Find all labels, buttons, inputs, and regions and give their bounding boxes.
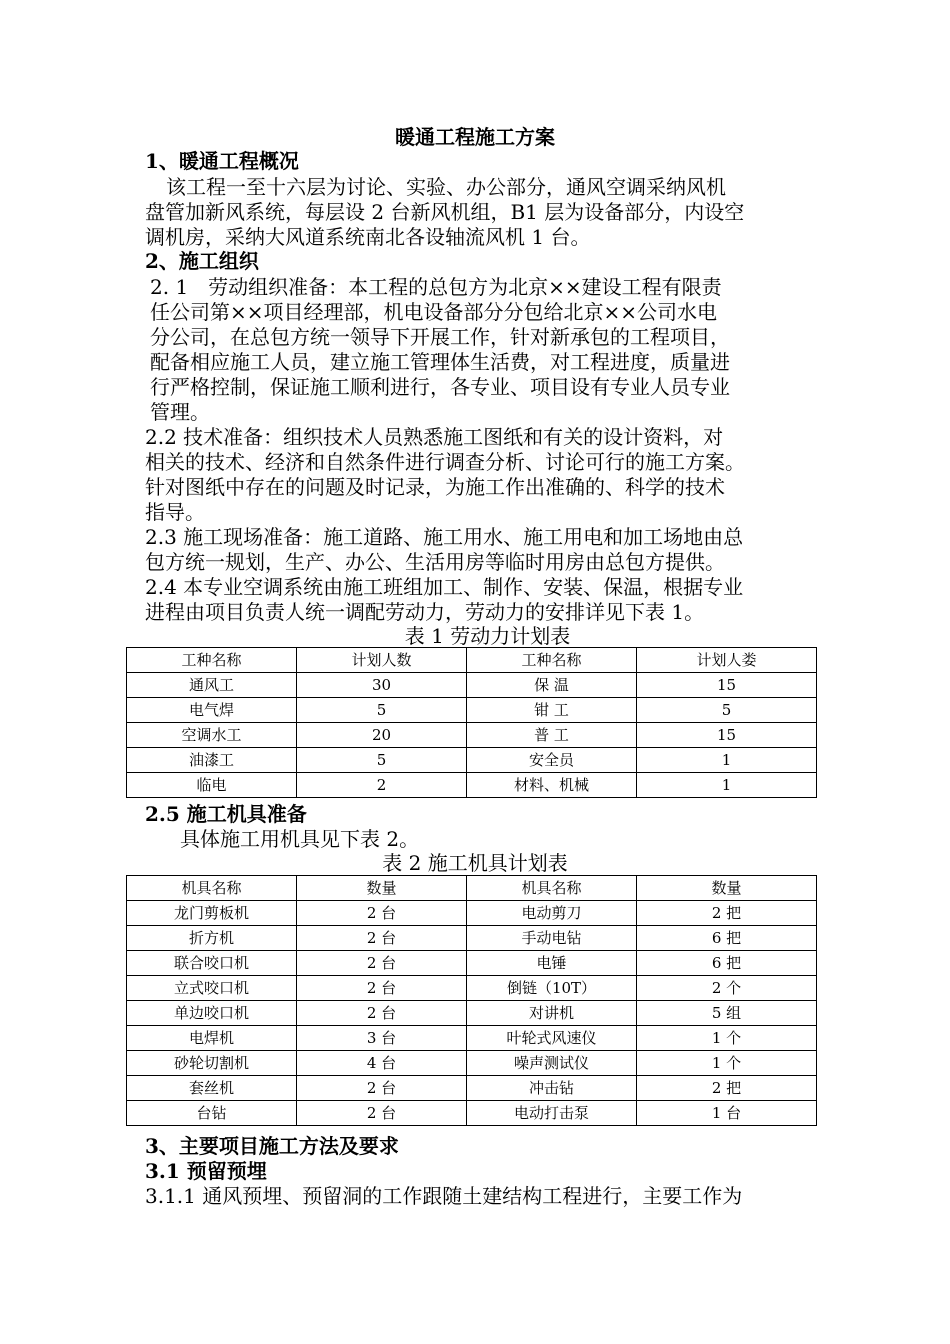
section-3-heading: 3、主要项目施工方法及要求 xyxy=(145,1134,399,1158)
table-cell: 倒链（10T） xyxy=(467,976,637,1001)
section-2-3-line: 2.3 施工现场准备：施工道路、施工用水、施工用电和加工场地由总 xyxy=(145,525,744,549)
table-cell: 单边咬口机 xyxy=(127,1001,297,1026)
table-cell: 2 把 xyxy=(637,901,817,926)
table-cell: 通风工 xyxy=(127,673,297,698)
table-cell: 2 台 xyxy=(297,901,467,926)
table-cell: 普 工 xyxy=(467,723,637,748)
section-2-1-line: 分公司，在总包方统一领导下开展工作，针对新承包的工程项目， xyxy=(150,325,730,349)
table-row xyxy=(127,698,817,723)
section-2-2-line: 2.2 技术准备：组织技术人员熟悉施工图纸和有关的设计资料，对 xyxy=(145,425,724,449)
table-cell: 折方机 xyxy=(127,926,297,951)
section-2-2-line: 相关的技术、经济和自然条件进行调查分析、讨论可行的施工方案。 xyxy=(145,450,745,474)
table-cell: 电动打击泵 xyxy=(467,1101,637,1126)
document-title: 暖通工程施工方案 xyxy=(395,125,555,149)
table-cell: 1 个 xyxy=(637,1051,817,1076)
table-cell: 15 xyxy=(637,723,817,748)
table-row xyxy=(127,901,817,926)
table-row xyxy=(127,951,817,976)
table-cell: 1 xyxy=(637,773,817,798)
section-2-1-line: 行严格控制，保证施工顺利进行，各专业、项目设有专业人员专业 xyxy=(150,375,730,399)
table-row xyxy=(127,1101,817,1126)
table-cell: 材料、机械 xyxy=(467,773,637,798)
table-row xyxy=(127,673,817,698)
table-cell: 临电 xyxy=(127,773,297,798)
table-cell: 4 台 xyxy=(297,1051,467,1076)
table-row xyxy=(127,1026,817,1051)
table-cell: 套丝机 xyxy=(127,1076,297,1101)
table-header-cell: 数量 xyxy=(637,876,817,901)
table-row xyxy=(127,773,817,798)
section-2-4-line: 进程由项目负责人统一调配劳动力，劳动力的安排详见下表 1。 xyxy=(145,600,705,624)
table-1-caption: 表 1 劳动力计划表 xyxy=(404,624,571,648)
table-2-caption: 表 2 施工机具计划表 xyxy=(382,851,568,875)
table-cell: 立式咬口机 xyxy=(127,976,297,1001)
table-cell: 对讲机 xyxy=(467,1001,637,1026)
table-header-cell: 工种名称 xyxy=(467,648,637,673)
table-cell: 2 台 xyxy=(297,1001,467,1026)
section-2-2-line: 指导。 xyxy=(145,500,205,524)
table-row xyxy=(127,748,817,773)
section-2-1-line: 配备相应施工人员，建立施工管理体生活费，对工程进度，质量进 xyxy=(150,350,730,374)
table-cell: 1 个 xyxy=(637,1026,817,1051)
table-cell: 2 台 xyxy=(297,1101,467,1126)
section-2-4-line: 2.4 本专业空调系统由施工班组加工、制作、安装、保温，根据专业 xyxy=(145,575,744,599)
table-header-row xyxy=(127,876,817,901)
table-cell: 叶轮式风速仪 xyxy=(467,1026,637,1051)
section-2-5-text: 具体施工用机具见下表 2。 xyxy=(180,827,420,851)
table-cell: 电焊机 xyxy=(127,1026,297,1051)
table-row xyxy=(127,1001,817,1026)
table-cell: 2 个 xyxy=(637,976,817,1001)
table-cell: 安全员 xyxy=(467,748,637,773)
section-1-heading: 1、暖通工程概况 xyxy=(145,149,299,173)
section-1-line: 调机房，采纳大风道系统南北各设轴流风机 1 台。 xyxy=(145,225,591,249)
table-row xyxy=(127,1051,817,1076)
table-header-cell: 数量 xyxy=(297,876,467,901)
table-cell: 保 温 xyxy=(467,673,637,698)
table-cell: 3 台 xyxy=(297,1026,467,1051)
table-row xyxy=(127,926,817,951)
table-header-cell: 机具名称 xyxy=(467,876,637,901)
table-cell: 2 台 xyxy=(297,1076,467,1101)
table-cell: 20 xyxy=(297,723,467,748)
table-header-row xyxy=(127,648,817,673)
table-cell: 台钻 xyxy=(127,1101,297,1126)
table-cell: 30 xyxy=(297,673,467,698)
table-row xyxy=(127,1076,817,1101)
table-cell: 冲击钻 xyxy=(467,1076,637,1101)
table-cell: 2 台 xyxy=(297,951,467,976)
table-cell: 噪声测试仪 xyxy=(467,1051,637,1076)
table-1-labor-plan xyxy=(126,647,817,798)
table-2-equipment-plan xyxy=(126,875,817,1126)
table-cell: 砂轮切割机 xyxy=(127,1051,297,1076)
section-2-1-line: 任公司第××项目经理部，机电设备部分分包给北京××公司水电 xyxy=(150,300,718,324)
table-cell: 5 组 xyxy=(637,1001,817,1026)
table-cell: 油漆工 xyxy=(127,748,297,773)
table-row xyxy=(127,976,817,1001)
table-cell: 电气焊 xyxy=(127,698,297,723)
table-header-cell: 机具名称 xyxy=(127,876,297,901)
table-header-cell: 计划人数 xyxy=(297,648,467,673)
table-cell: 龙门剪板机 xyxy=(127,901,297,926)
table-cell: 电锤 xyxy=(467,951,637,976)
table-cell: 钳 工 xyxy=(467,698,637,723)
table-cell: 2 台 xyxy=(297,976,467,1001)
table-cell: 空调水工 xyxy=(127,723,297,748)
table-cell: 5 xyxy=(637,698,817,723)
table-cell: 电动剪刀 xyxy=(467,901,637,926)
section-2-5-heading: 2.5 施工机具准备 xyxy=(145,802,307,826)
table-cell: 1 xyxy=(637,748,817,773)
table-cell: 2 台 xyxy=(297,926,467,951)
table-cell: 6 把 xyxy=(637,951,817,976)
table-header-cell: 工种名称 xyxy=(127,648,297,673)
table-cell: 1 台 xyxy=(637,1101,817,1126)
section-1-line: 该工程一至十六层为讨论、实验、办公部分，通风空调采纳风机 xyxy=(166,175,726,199)
section-1-line: 盘管加新风系统，每层设 2 台新风机组，B1 层为设备部分，内设空 xyxy=(145,200,745,224)
table-cell: 5 xyxy=(297,698,467,723)
table-header-cell: 计划人娄 xyxy=(637,648,817,673)
table-row xyxy=(127,723,817,748)
table-cell: 手动电钻 xyxy=(467,926,637,951)
section-3-1-1-line: 3.1.1 通风预埋、预留洞的工作跟随土建结构工程进行，主要工作为 xyxy=(145,1184,743,1208)
section-2-heading: 2、施工组织 xyxy=(145,249,259,273)
section-2-1-line: 2. 1 劳动组织准备：本工程的总包方为北京××建设工程有限责 xyxy=(150,275,722,299)
table-cell: 6 把 xyxy=(637,926,817,951)
table-cell: 2 xyxy=(297,773,467,798)
table-cell: 联合咬口机 xyxy=(127,951,297,976)
section-2-2-line: 针对图纸中存在的问题及时记录，为施工作出准确的、科学的技术 xyxy=(145,475,725,499)
section-3-1-heading: 3.1 预留预埋 xyxy=(145,1159,267,1183)
section-2-3-line: 包方统一规划，生产、办公、生活用房等临时用房由总包方提供。 xyxy=(145,550,725,574)
section-2-1-line: 管理。 xyxy=(150,400,210,424)
table-cell: 15 xyxy=(637,673,817,698)
table-cell: 2 把 xyxy=(637,1076,817,1101)
table-cell: 5 xyxy=(297,748,467,773)
